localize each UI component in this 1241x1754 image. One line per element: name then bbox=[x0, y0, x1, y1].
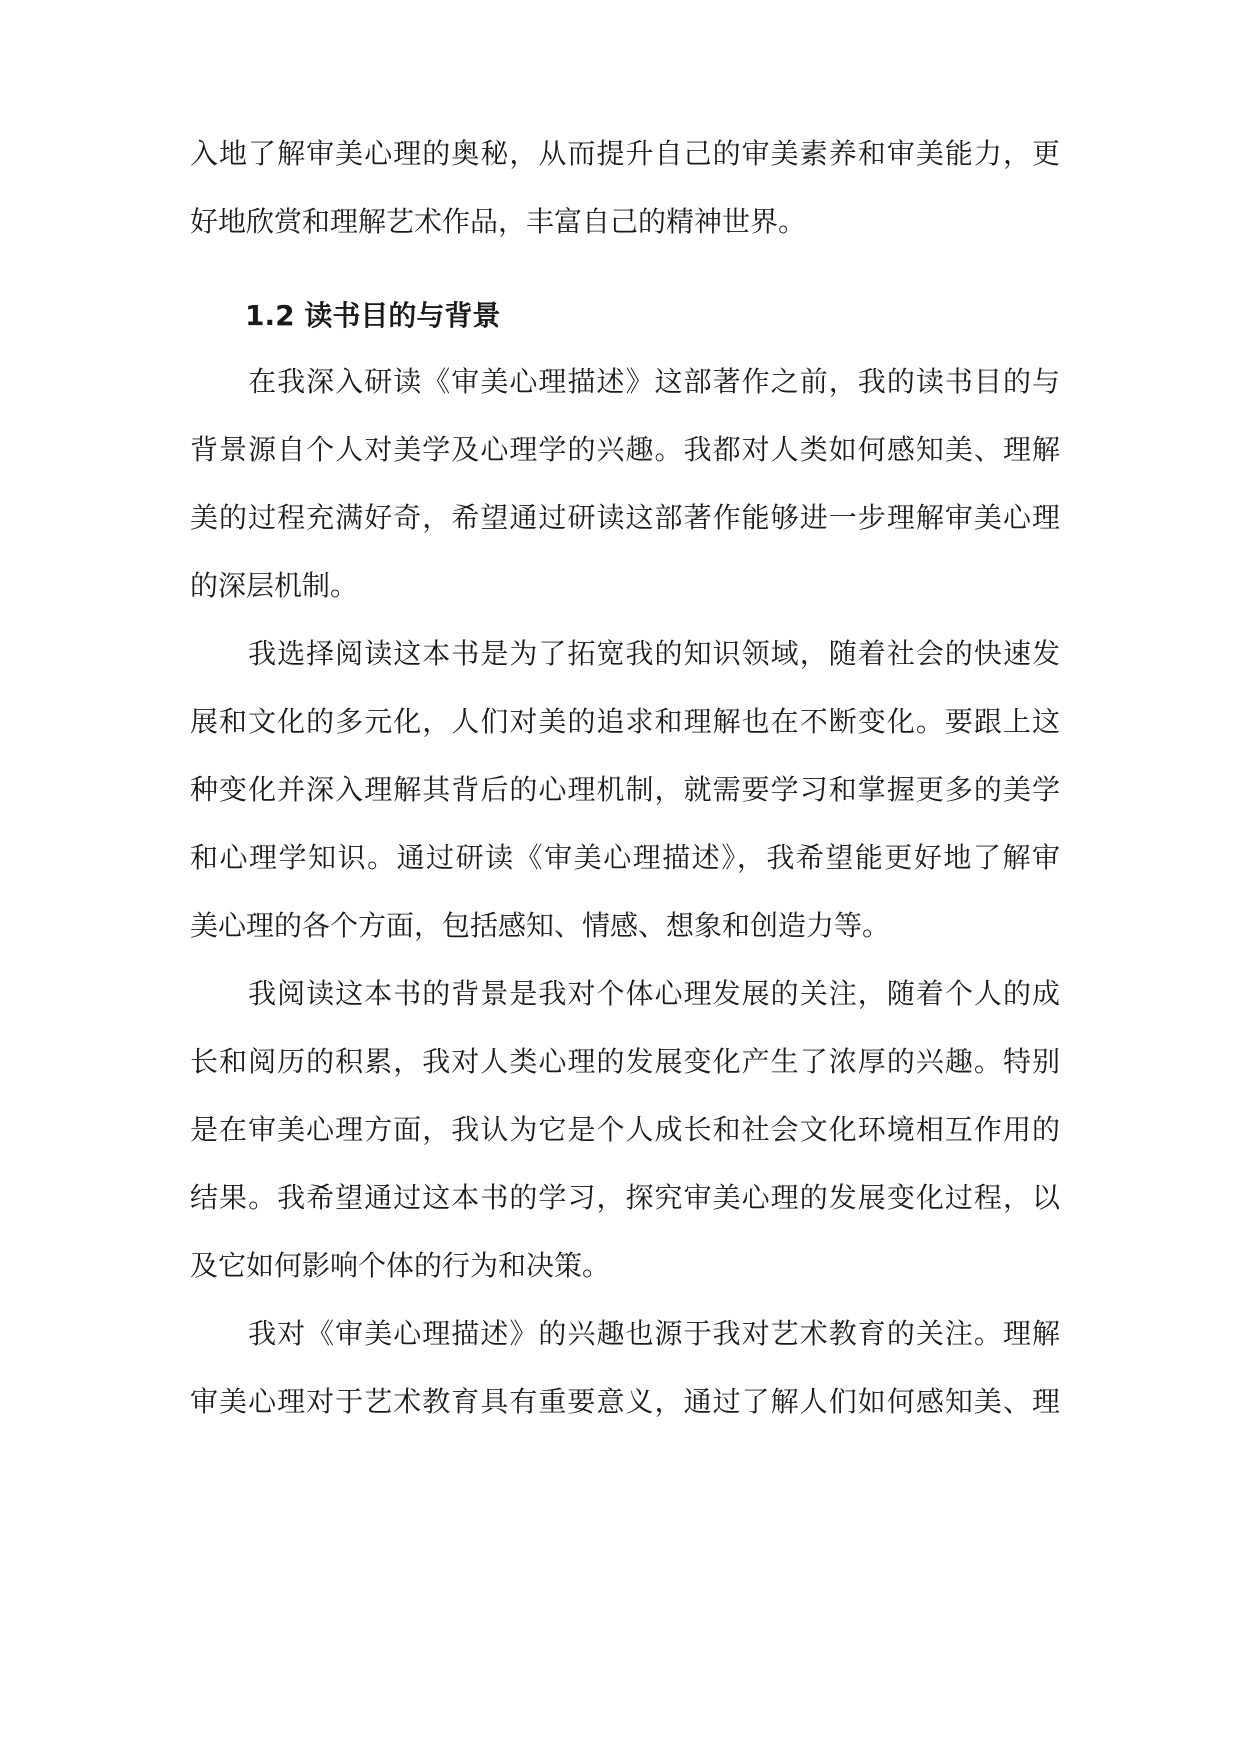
paragraph-3-line-1: 我阅读这本书的背景是我对个体心理发展的关注，随着个人的成 bbox=[190, 977, 1060, 1010]
paragraph-3-line-2: 长和阅历的积累，我对人类心理的发展变化产生了浓厚的兴趣。特别 bbox=[190, 1045, 1060, 1078]
intro-line-2: 好地欣赏和理解艺术作品，丰富自己的精神世界。 bbox=[190, 205, 807, 238]
paragraph-1-line-4: 的深层机制。 bbox=[190, 569, 359, 602]
paragraph-2-line-5: 美心理的各个方面，包括感知、情感、想象和创造力等。 bbox=[190, 909, 891, 942]
paragraph-1-line-3: 美的过程充满好奇，希望通过研读这部著作能够进一步理解审美心理 bbox=[190, 501, 1060, 534]
paragraph-4-line-1: 我对《审美心理描述》的兴趣也源于我对艺术教育的关注。理解 bbox=[190, 1317, 1060, 1350]
paragraph-3-line-4: 结果。我希望通过这本书的学习，探究审美心理的发展变化过程，以 bbox=[190, 1181, 1060, 1214]
paragraph-1-line-1: 在我深入研读《审美心理描述》这部著作之前，我的读书目的与 bbox=[190, 365, 1060, 398]
paragraph-3-line-5: 及它如何影响个体的行为和决策。 bbox=[190, 1249, 611, 1282]
intro-line-1: 入地了解审美心理的奥秘，从而提升自己的审美素养和审美能力，更 bbox=[190, 137, 1060, 170]
paragraph-1-line-2: 背景源自个人对美学及心理学的兴趣。我都对人类如何感知美、理解 bbox=[190, 433, 1060, 466]
paragraph-2-line-1: 我选择阅读这本书是为了拓宽我的知识领域，随着社会的快速发 bbox=[190, 637, 1060, 670]
paragraph-4-line-2: 审美心理对于艺术教育具有重要意义，通过了解人们如何感知美、理 bbox=[190, 1385, 1060, 1418]
paragraph-2-line-4: 和心理学知识。通过研读《审美心理描述》，我希望能更好地了解审 bbox=[190, 841, 1060, 874]
paragraph-2-line-2: 展和文化的多元化，人们对美的追求和理解也在不断变化。要跟上这 bbox=[190, 705, 1060, 738]
paragraph-3-line-3: 是在审美心理方面，我认为它是个人成长和社会文化环境相互作用的 bbox=[190, 1113, 1060, 1146]
section-heading: 1.2 读书目的与背景 bbox=[245, 299, 501, 332]
paragraph-2-line-3: 种变化并深入理解其背后的心理机制，就需要学习和掌握更多的美学 bbox=[190, 773, 1060, 806]
